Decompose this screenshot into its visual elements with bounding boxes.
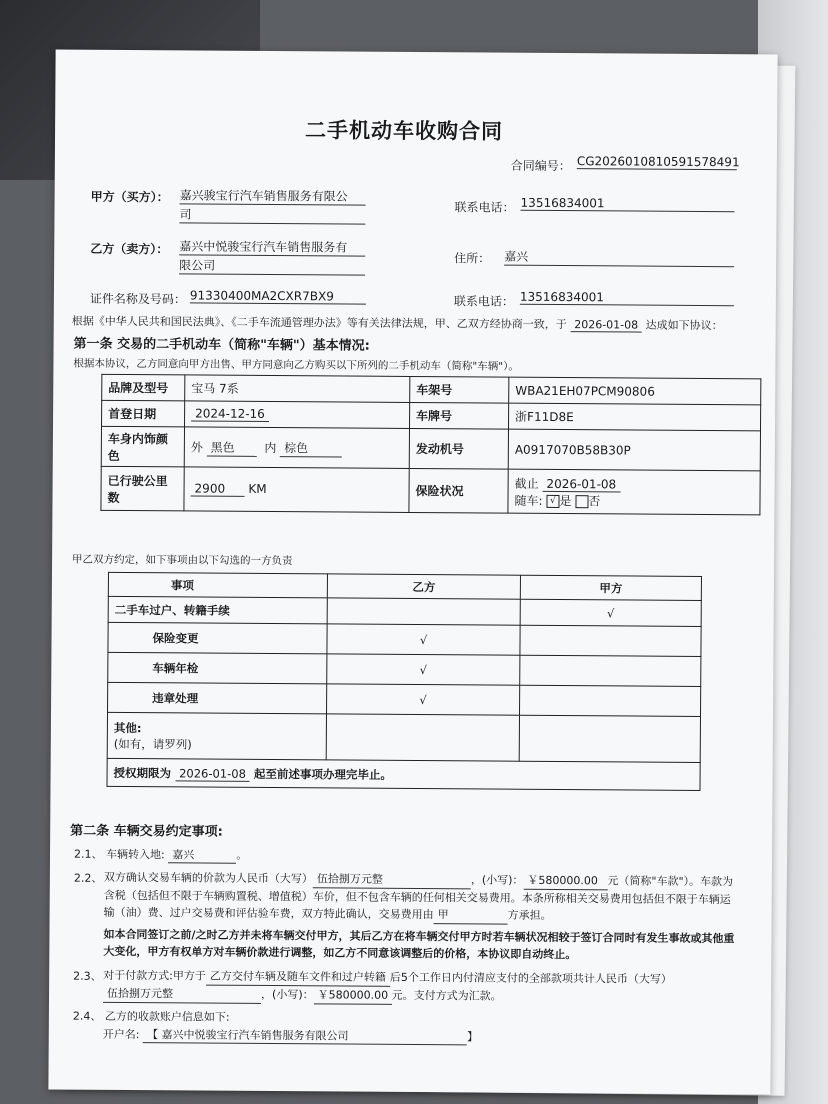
color-label — [101, 426, 184, 467]
int-color-prefix: 内 — [264, 440, 277, 455]
clause-2-3-a: 对于付款方式:甲方于 — [103, 968, 206, 983]
brand-value: 宝马 7系 — [185, 375, 410, 403]
brand-label: 品牌及型号 — [102, 374, 185, 401]
with-car-label: 随车: — [514, 493, 543, 508]
account-holder-bracket: 】 — [466, 1030, 479, 1044]
party-b-address-label: 住所： — [454, 251, 491, 266]
account-holder-label: 开户名: — [102, 1027, 140, 1042]
yes-label: 是 — [559, 493, 572, 508]
int-color-value: 棕色 — [280, 439, 342, 457]
clause-2-2 — [104, 869, 758, 927]
party-b-id-label: 证件名称及号码： — [89, 291, 186, 307]
party-a-phone: 13516834001 — [521, 196, 735, 212]
clause-2-2-line1-b: ，(小写)： — [470, 873, 524, 887]
fee-payer: 甲 — [434, 906, 508, 925]
article-1-desc: 根据本协议，乙方同意向甲方出售、甲方同意向乙方购买以下所列的二手机动车（简称"车辆"）。 — [73, 357, 519, 373]
article-2-heading: 第二条 车辆交易约定事项: — [70, 823, 223, 840]
col-item-header: 事项 — [108, 572, 327, 598]
other-hint: (如有，请罗列) — [113, 736, 192, 751]
plate-label: 车牌号 — [410, 402, 509, 429]
intro-tail: 达成如下协议： — [645, 318, 723, 333]
plate-value: 浙F11D8E — [508, 403, 760, 431]
party-b-phone-label: 联系电话： — [453, 294, 514, 309]
row-inspection-a — [520, 655, 701, 686]
row-violation-b: √ — [327, 684, 520, 715]
clause-2-3-num: 2.3、 — [73, 969, 102, 983]
mileage-value: 2900 — [191, 481, 245, 496]
party-b-id-number: 91330400MA2CXR7BX9 — [190, 288, 366, 304]
ext-color-prefix: 外 — [190, 439, 203, 455]
col-b-header: 乙方 — [327, 574, 520, 599]
row-transfer-b — [327, 598, 520, 625]
price-upper: 伍拾捌万元整 — [313, 870, 471, 889]
mileage-cell — [184, 467, 409, 513]
price-lower: ￥580000.00 — [523, 872, 607, 891]
party-b-label: 乙方（卖方）： — [90, 241, 169, 257]
clause-2-2-num: 2.2、 — [73, 871, 103, 885]
clause-2-2-line1-c: 元（简称"车款"）。车款为 — [607, 874, 734, 889]
account-holder-name: 【 嘉兴中悦骏宝行汽车销售服务有限公司 — [143, 1026, 467, 1045]
mileage-label-line2: 数 — [107, 490, 120, 505]
contract-page — [48, 49, 777, 1094]
intro-body: 根据《中华人民共和国民法典》、《二手车流通管理办法》等有关法律法规，甲、乙双方经协商一致，于 — [71, 314, 567, 332]
color-cell — [184, 427, 409, 469]
clause-2-2-line1-a: 双方确认交易车辆的价款为人民币（大写） — [103, 870, 313, 886]
insurance-label: 保险状况 — [409, 468, 508, 513]
intro-date: 2026-01-08 — [570, 318, 642, 333]
payment-lower: ￥580000.00 — [314, 986, 392, 1005]
no-checkbox[interactable] — [575, 495, 588, 508]
col-a-header: 甲方 — [520, 575, 701, 600]
agreement-note: 甲乙双方约定，如下事项由以下勾选的一方负责 — [72, 553, 293, 568]
engine-value: A0917070B58B30P — [508, 429, 760, 471]
vehicle-info-table — [100, 374, 761, 516]
clause-2-1-num: 2.1、 — [73, 847, 103, 861]
reg-date-value: 2024-12-16 — [191, 406, 269, 422]
auth-label: 授权期限为 — [113, 765, 172, 780]
row-violation-a — [520, 685, 701, 716]
color-label-line2: 色 — [107, 448, 120, 463]
party-a-label: 甲方（买方）： — [90, 189, 169, 205]
auth-tail: 起至前述事项办理完毕止。 — [253, 766, 393, 782]
row-inspection-b: √ — [327, 654, 520, 685]
no-label: 否 — [588, 493, 601, 508]
yes-checkbox[interactable]: √ — [546, 494, 559, 507]
insurance-cell — [508, 469, 760, 515]
contract-number-label: 合同编号： — [510, 158, 571, 174]
clause-2-1-value: 嘉兴 — [168, 846, 236, 863]
mileage-unit: KM — [248, 481, 267, 496]
mileage-label — [101, 466, 184, 511]
adjustment-line2: 大变化，甲方有权单方对车辆价款进行调整，如乙方不同意该调整后的价格，本协议即自动终止。 — [103, 944, 577, 962]
contract-number: CG20260108105915​78491 — [576, 154, 740, 170]
party-a-name-line2: 司 — [179, 205, 365, 224]
clause-2-3-c: ，(小写)： — [261, 987, 314, 1002]
vin-value: WBA21EH07PCM90806 — [509, 377, 761, 405]
reg-date-cell — [185, 401, 410, 429]
row-insurance-a — [520, 625, 701, 656]
row-transfer-a: √ — [520, 599, 701, 626]
clause-2-4-label: 乙方的收款账户信息如下: — [104, 1009, 230, 1024]
vin-label: 车架号 — [410, 376, 509, 403]
account-holder — [103, 1026, 478, 1046]
auth-date: 2026-01-08 — [175, 766, 250, 782]
reg-date-label: 首登日期 — [102, 400, 185, 427]
clause-2-3 — [103, 967, 757, 1008]
article-1-heading: 第一条 交易的二手机动车（简称"车辆"）基本情况: — [73, 336, 370, 354]
clause-2-3-d: 元。支付方式为汇款。 — [391, 988, 502, 1003]
adjustment-line1: 如本合同签订之前/之时乙方并未将车辆交付甲方，其后乙方在将车辆交付甲方时若车辆状况相较于签订合同时有发生事故或其他重 — [103, 927, 735, 946]
payment-upper: 伍拾捌万元整 — [103, 985, 261, 1004]
mileage-label-line1: 已行驶公里 — [107, 473, 168, 488]
row-insurance-item: 保险变更 — [108, 622, 327, 654]
clause-2-2-line3-a: 输（油）费、过户交易费和评估验车费，双方特此确认，交易费用由 — [103, 905, 434, 922]
clause-2-1-end: 。 — [236, 848, 248, 862]
row-other-item — [107, 712, 326, 760]
clause-2-4 — [73, 1008, 230, 1025]
row-violation-item: 违章处理 — [108, 682, 327, 714]
engine-label: 发动机号 — [409, 428, 508, 469]
party-a-phone-label: 联系电话： — [454, 200, 515, 215]
intro-text — [72, 313, 723, 334]
row-other-b — [326, 714, 519, 761]
party-b-phone: 13516834001 — [520, 290, 734, 306]
other-label: 其他: — [113, 720, 142, 735]
row-inspection-item: 车辆年检 — [108, 652, 327, 684]
clause-2-2-line3-b: 方承担。 — [507, 908, 552, 922]
insurance-prefix: 截止 — [514, 476, 539, 491]
insurance-date: 2026-01-08 — [542, 476, 620, 492]
row-other-a — [519, 715, 700, 762]
adjustment-clause — [103, 926, 757, 965]
clause-2-3-b: 后5个工作日内付清应支付的全部款项共计人民币（大写） — [389, 970, 672, 986]
color-label-line1: 车身内饰颜 — [107, 431, 168, 446]
ext-color-value: 黑色 — [207, 438, 257, 456]
clause-2-2-line2: 含税（包括但不限于车辆购置税、增值税）车价，但不包含车辆的任何相关交易费用。本条所称相关交易费用包括但不限于车辆运 — [103, 888, 731, 907]
authorization-row — [107, 758, 700, 790]
party-a-name-line1: 嘉兴骏宝行汽车销售服务有限公 — [180, 186, 366, 205]
party-b-address: 嘉兴 — [504, 248, 734, 268]
row-transfer-item: 二手车过户、转籍手续 — [108, 596, 327, 624]
row-insurance-b: √ — [327, 624, 520, 655]
page-title: 二手机动车收购合同 — [304, 118, 504, 144]
responsibility-table — [106, 572, 701, 791]
payment-condition: 乙方交付车辆及随车文件和过户转籍 — [206, 968, 390, 987]
clause-2-1 — [74, 846, 247, 864]
party-b-name-line2: 限公司 — [179, 256, 365, 275]
party-b-name-line1: 嘉兴中悦骏宝行汽车销售服务有 — [179, 237, 365, 256]
clause-2-1-label: 车辆转入地: — [105, 847, 165, 862]
clause-2-4-num: 2.4、 — [72, 1009, 102, 1023]
